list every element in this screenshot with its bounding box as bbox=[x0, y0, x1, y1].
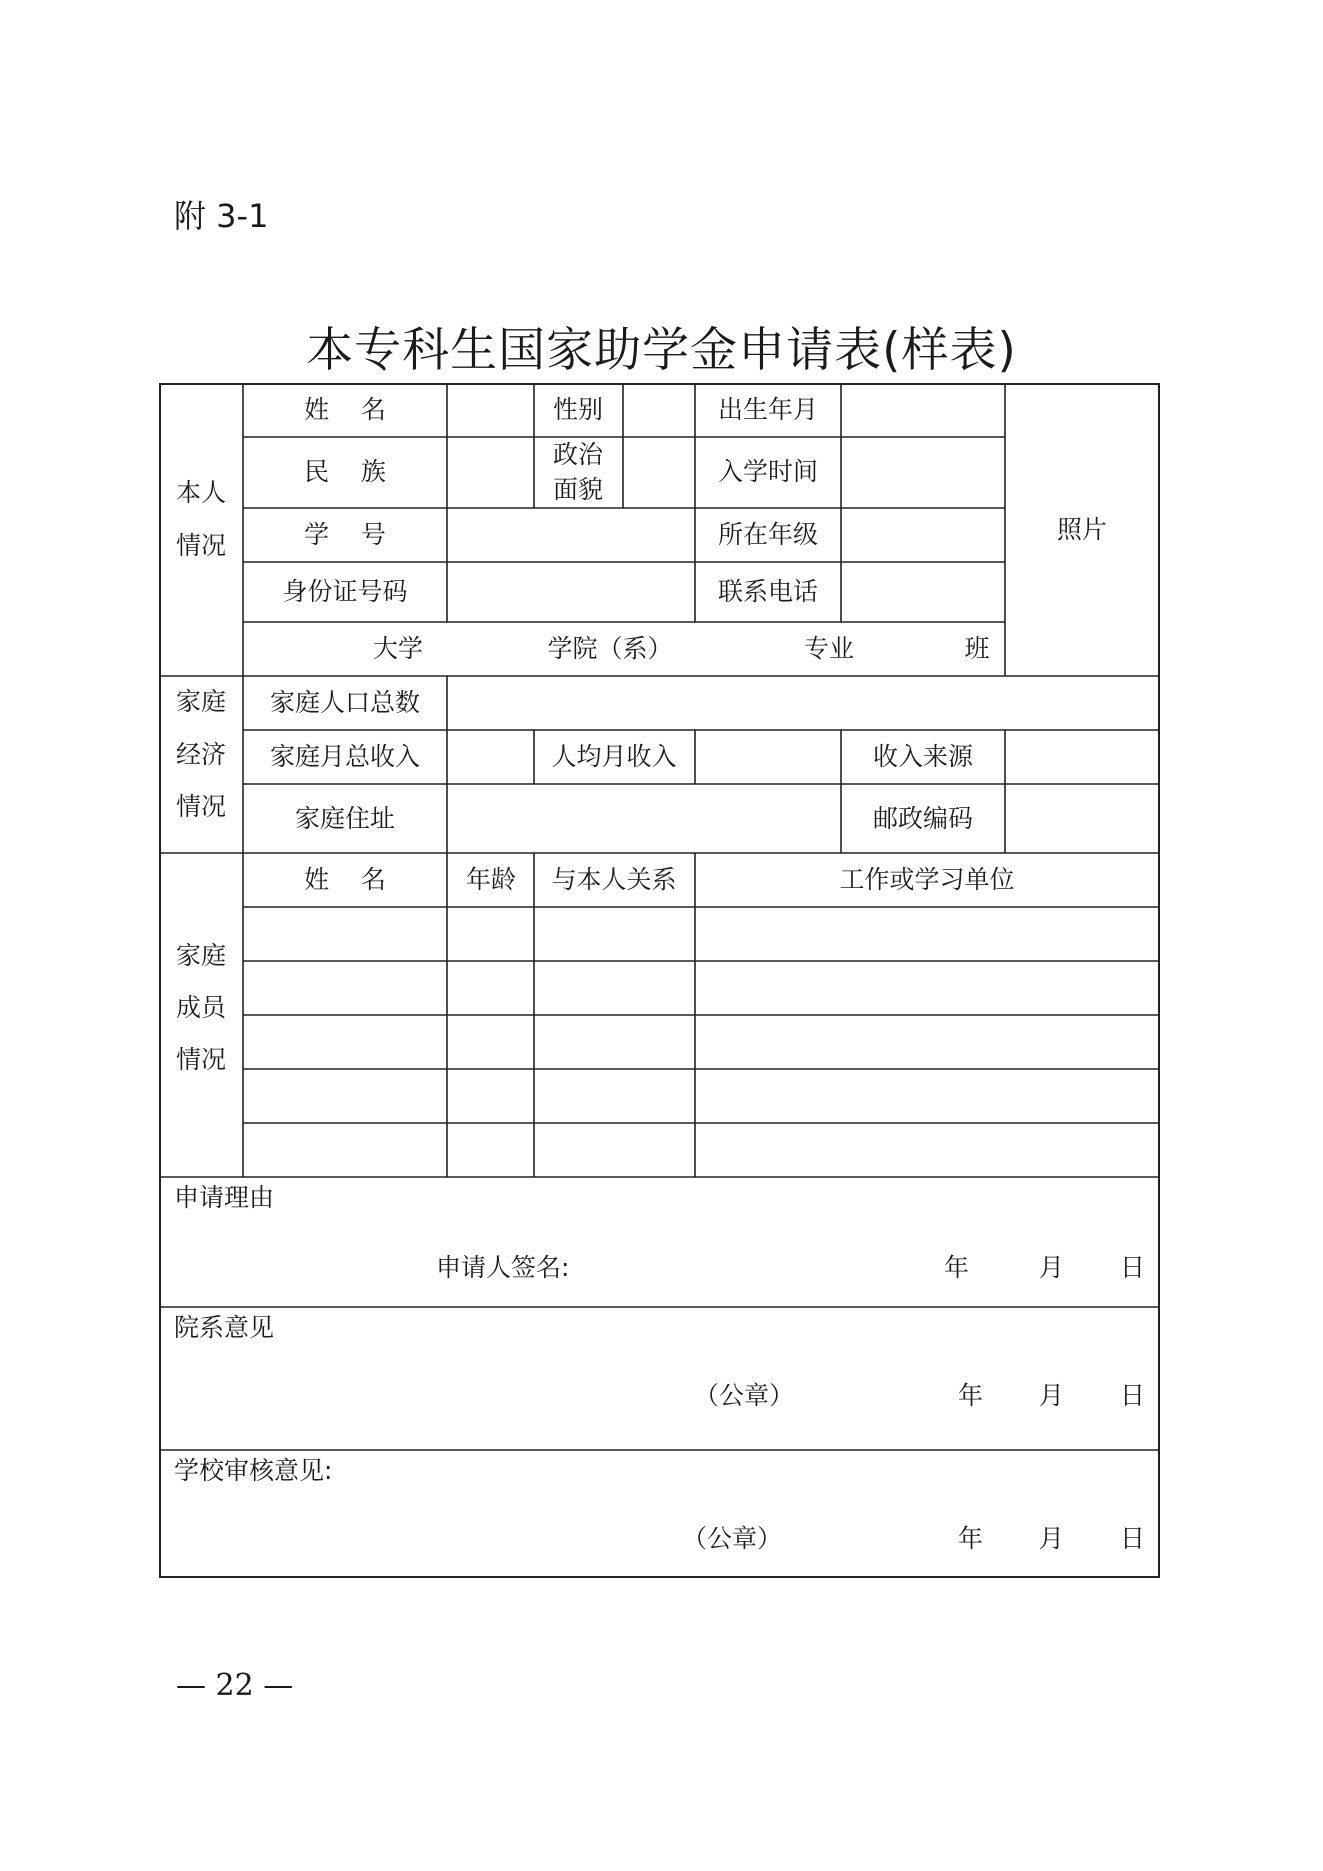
reason-month: 月 bbox=[1039, 1253, 1065, 1282]
label-university: 大学 bbox=[372, 634, 424, 663]
label-major: 专业 bbox=[803, 634, 855, 663]
label-gender: 性别 bbox=[552, 395, 604, 424]
label-name: 姓 名 bbox=[304, 395, 386, 424]
label-student-no: 学 号 bbox=[304, 520, 386, 549]
label-dept-opinion: 院系意见 bbox=[174, 1313, 275, 1342]
label-reason: 申请理由 bbox=[174, 1183, 275, 1212]
label-postcode: 邮政编码 bbox=[872, 804, 974, 833]
section-personal-line2: 情况 bbox=[175, 531, 227, 560]
label-id-no: 身份证号码 bbox=[282, 577, 408, 606]
section-members-line2: 成员 bbox=[175, 993, 227, 1022]
label-per-capita: 人均月收入 bbox=[551, 742, 677, 771]
dept-month: 月 bbox=[1039, 1381, 1065, 1410]
school-seal: （公章） bbox=[682, 1524, 783, 1553]
school-day: 日 bbox=[1120, 1524, 1146, 1553]
school-month: 月 bbox=[1039, 1524, 1065, 1553]
annex-label: 附 3-1 bbox=[174, 197, 269, 235]
page-number: — 22 — bbox=[176, 1668, 294, 1703]
label-political-line2: 面貌 bbox=[552, 475, 604, 504]
section-personal-line1: 本人 bbox=[175, 478, 227, 507]
label-birth: 出生年月 bbox=[717, 395, 819, 424]
dept-day: 日 bbox=[1120, 1381, 1146, 1410]
section-members-line1: 家庭 bbox=[175, 941, 227, 970]
dept-year: 年 bbox=[958, 1381, 984, 1410]
label-college: 学院（系） bbox=[547, 634, 673, 663]
label-school-review: 学校审核意见: bbox=[174, 1456, 333, 1485]
form-title: 本专科生国家助学金申请表(样表) bbox=[306, 323, 1017, 378]
reason-day: 日 bbox=[1120, 1253, 1146, 1282]
label-photo: 照片 bbox=[1056, 515, 1108, 544]
label-enroll: 入学时间 bbox=[717, 457, 819, 486]
header-member-relation: 与本人关系 bbox=[551, 865, 677, 894]
label-ethnicity: 民 族 bbox=[304, 457, 386, 486]
label-class: 班 bbox=[964, 634, 990, 663]
header-member-age: 年龄 bbox=[465, 865, 517, 894]
label-population: 家庭人口总数 bbox=[269, 688, 421, 717]
section-economy-line1: 家庭 bbox=[175, 687, 227, 716]
header-member-name: 姓 名 bbox=[304, 865, 386, 894]
section-economy-line3: 情况 bbox=[175, 792, 227, 821]
section-economy-line2: 经济 bbox=[175, 740, 227, 769]
label-address: 家庭住址 bbox=[294, 804, 396, 833]
label-applicant-signature: 申请人签名: bbox=[436, 1253, 570, 1282]
label-phone: 联系电话 bbox=[717, 577, 819, 606]
label-monthly-total: 家庭月总收入 bbox=[269, 742, 421, 771]
school-year: 年 bbox=[958, 1524, 984, 1553]
section-members-line3: 情况 bbox=[175, 1045, 227, 1074]
label-income-source: 收入来源 bbox=[872, 742, 974, 771]
reason-year: 年 bbox=[944, 1253, 970, 1282]
dept-seal: （公章） bbox=[694, 1381, 795, 1410]
label-political-line1: 政治 bbox=[552, 440, 604, 469]
header-member-workplace: 工作或学习单位 bbox=[839, 865, 1015, 894]
label-grade: 所在年级 bbox=[717, 520, 819, 549]
